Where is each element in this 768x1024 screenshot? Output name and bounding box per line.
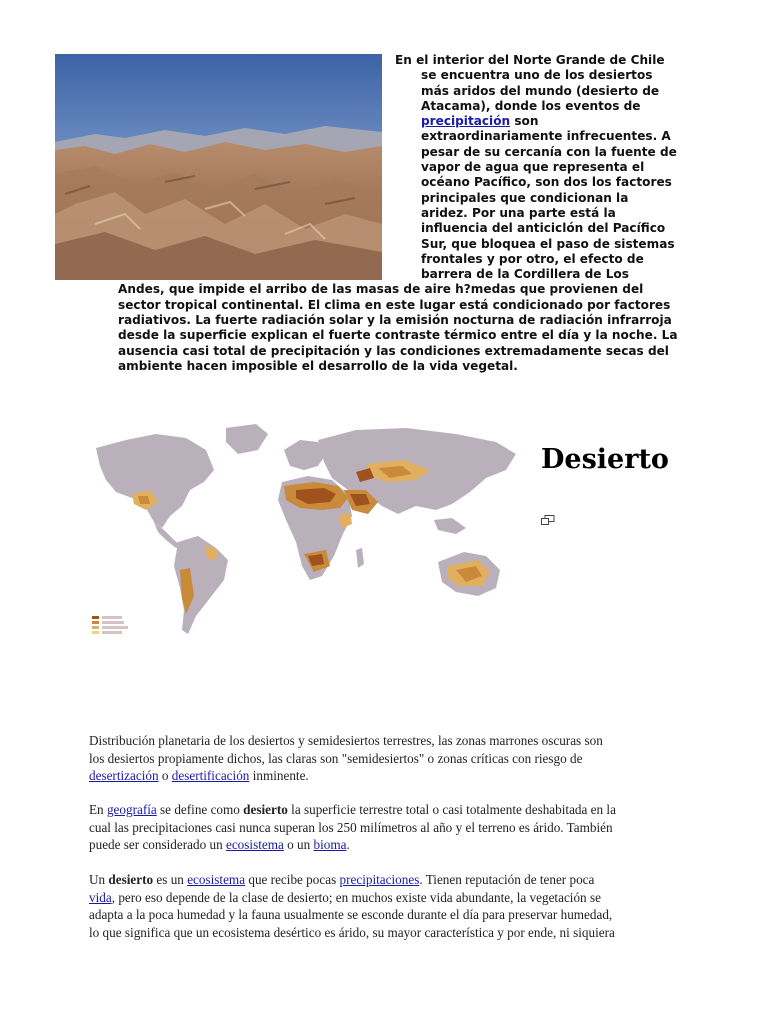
text-line: En el interior del Norte Grande de Chile — [395, 53, 665, 67]
text-line — [89, 801, 689, 819]
text-line: Andes, que impide el arribo de las masas de aire h?medas que provienen del — [118, 282, 644, 297]
atacama-paragraph — [118, 53, 686, 374]
bioma-link[interactable]: bioma — [313, 837, 347, 853]
text-line: cual las precipitaciones casi nunca superan los 250 milímetros al año y el terreno es árido. También — [89, 819, 613, 835]
definition-paragraph — [89, 801, 689, 854]
text-segment: . — [346, 837, 350, 853]
precipitacion-link[interactable]: precipitación — [421, 114, 511, 129]
text-line: radiativos. La fuerte radiación solar y la emisión nocturna de radiación infrarroja — [118, 313, 672, 328]
text-line: Distribución planetaria de los desiertos y semidesiertos terrestres, las zonas marrones oscuras son — [89, 733, 603, 748]
vida-link[interactable]: vida — [89, 889, 112, 905]
text-line: influencia del anticiclón del Pacífico — [421, 221, 666, 236]
text-line: adapta a la poca humedad y la fauna usualmente se esconde durante el día para preservar humedad, — [89, 907, 613, 923]
precipitaciones-link[interactable]: precipitaciones — [339, 872, 420, 887]
text-line: ambiente hacen imposible el desarrollo de la vida vegetal. — [118, 358, 518, 373]
text-segment: , pero eso depende de la clase de desierto; en muchos existe vida abundante, la vegetación se — [111, 889, 601, 905]
text-line: Sur, que bloquea el paso de sistemas — [421, 236, 675, 251]
text-segment: o un — [283, 837, 314, 853]
text-segment: se define como — [156, 802, 244, 817]
text-line: frontales y por otro, el efecto de — [421, 251, 644, 266]
text-segment: la superficie terrestre total o casi totalmente deshabitada en la — [287, 802, 616, 817]
text-line: pesar de su cercanía con la fuente de — [421, 144, 677, 159]
page-title: Desierto — [541, 444, 669, 475]
text-segment: En — [89, 802, 107, 817]
text-segment: o — [158, 768, 172, 784]
world-desert-map — [86, 420, 526, 642]
text-segment: . Tienen reputación de tener poca — [419, 872, 595, 887]
text-line: lo que significa que un ecosistema desértico es árido, su mayor característica y por ende, ni siquiera — [89, 924, 615, 940]
text-line: aridez. Por una parte está la — [421, 205, 616, 220]
text-line — [118, 114, 686, 129]
text-line: ausencia casi total de precipitación y las condiciones extremadamente secas del — [118, 343, 669, 358]
text-line: principales que condicionan la — [421, 190, 629, 205]
broken-image-icon — [541, 512, 555, 522]
text-line: extraordinariamente infrecuentes. A — [421, 129, 671, 144]
text-segment: son — [510, 114, 539, 129]
text-line: los desiertos propiamente dichos, las claras son "semidesiertos" o zonas críticas con riesgo de — [89, 750, 583, 766]
text-segment: es un — [153, 872, 188, 887]
map-legend — [92, 616, 128, 634]
geografia-link[interactable]: geografía — [106, 802, 157, 817]
map-caption — [89, 732, 689, 785]
text-line: sector tropical continental. El clima en este lugar está condicionado por factores — [118, 297, 671, 312]
text-line — [89, 767, 689, 785]
ecosistema-link[interactable]: ecosistema — [225, 837, 284, 853]
text-segment: Un — [89, 872, 109, 887]
text-line: vapor de agua que representa el — [421, 160, 645, 175]
desertificacion-link[interactable]: desertificación — [171, 768, 250, 784]
text-segment: que recibe pocas — [245, 872, 340, 887]
ecosistema-link[interactable]: ecosistema — [187, 872, 246, 887]
desertizacion-link[interactable]: desertización — [89, 768, 159, 784]
text-segment: inminente. — [249, 768, 309, 784]
text-segment: puede ser considerado un — [89, 837, 226, 853]
text-line — [89, 889, 689, 907]
text-line — [89, 836, 689, 854]
text-line — [89, 871, 689, 889]
text-line: océano Pacífico, son dos los factores — [421, 175, 672, 190]
bold-term: desierto — [243, 802, 288, 817]
text-line: más aridos del mundo (desierto de — [421, 83, 660, 98]
text-line: desde la superficie explican el fuerte contraste térmico entre el día y la noche. La — [118, 328, 678, 343]
bold-term: desierto — [108, 872, 154, 887]
text-line: Atacama), donde los eventos de — [421, 98, 641, 113]
text-line: se encuentra uno de los desiertos — [421, 68, 653, 83]
ecosystem-paragraph — [89, 871, 689, 941]
text-line: barrera de la Cordillera de Los — [421, 267, 629, 282]
